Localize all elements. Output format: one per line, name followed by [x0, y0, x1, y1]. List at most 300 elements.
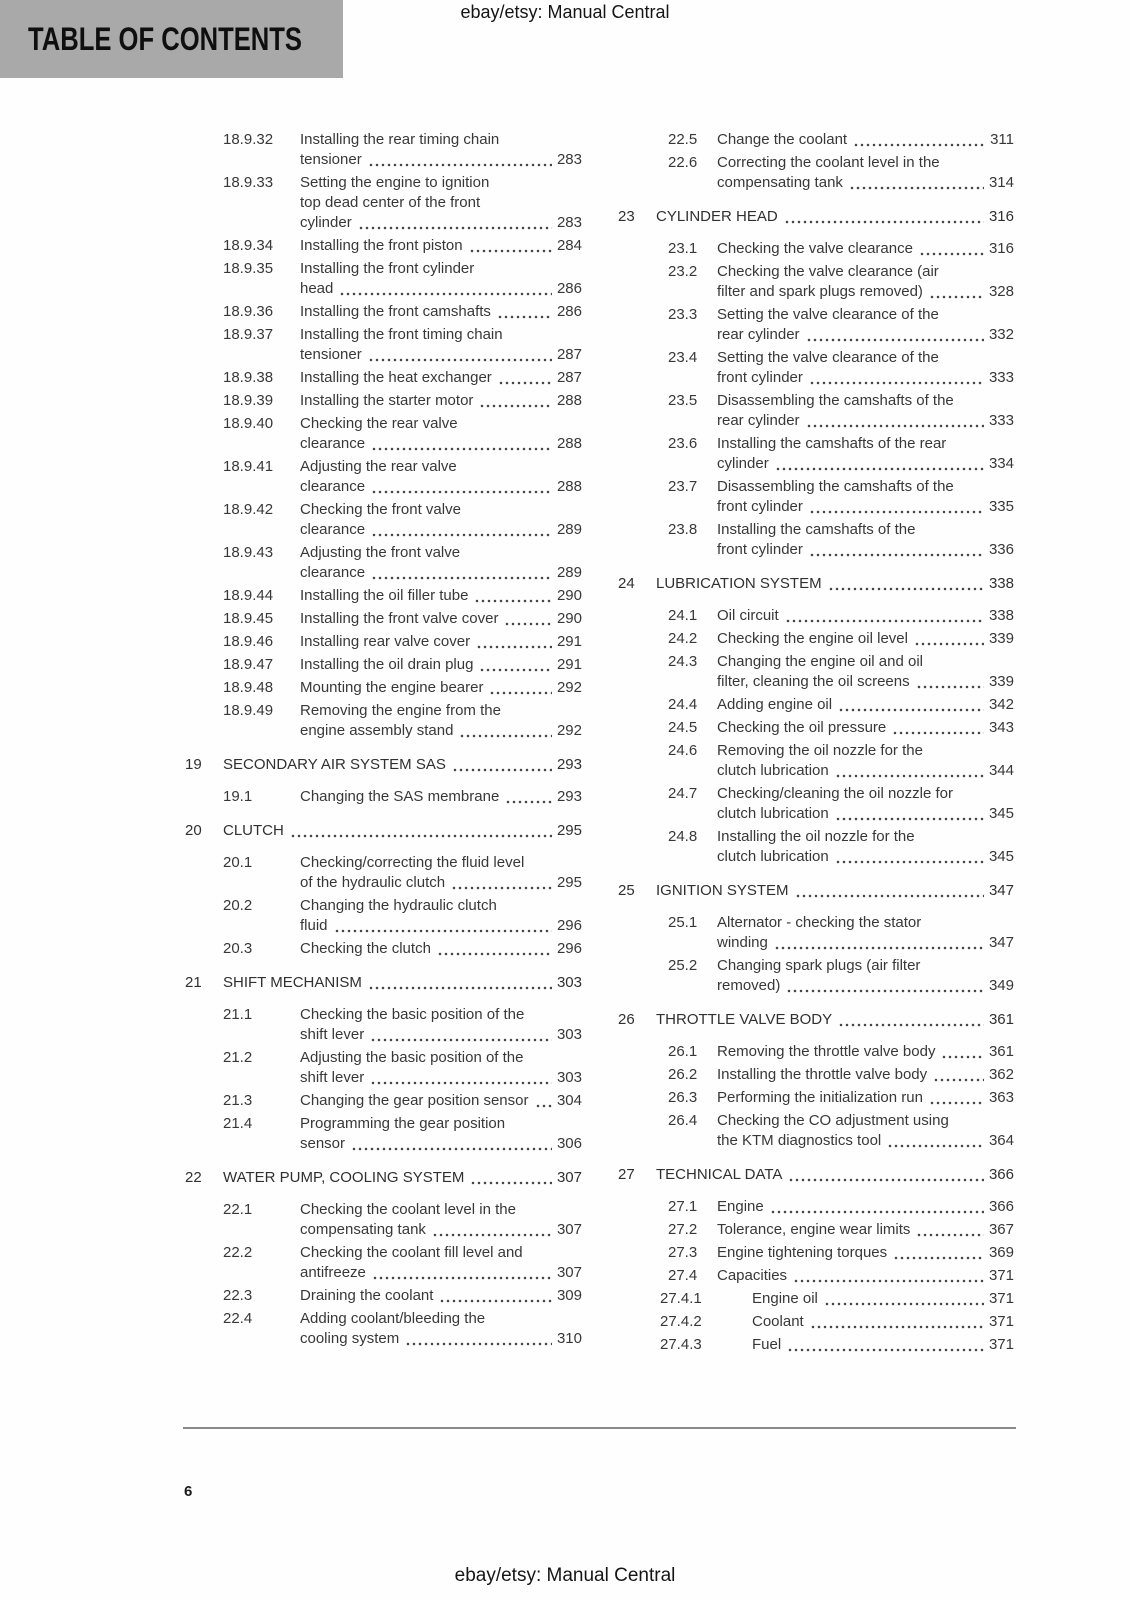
toc-entry-body [717, 305, 1014, 345]
toc-entry-number: 18.9.49 [223, 702, 274, 719]
toc-entry-body [300, 1048, 582, 1088]
dot-leader [849, 186, 984, 190]
toc-entry-last-line [300, 434, 582, 454]
toc-entry-body [717, 741, 1014, 781]
toc-entry-title-line: Checking the basic position of the [300, 1006, 525, 1023]
toc-entry-title-line: Setting the valve clearance of the [717, 306, 939, 323]
dot-leader [405, 1342, 552, 1346]
dot-leader [919, 252, 984, 256]
toc-chapter-row [185, 1168, 582, 1188]
toc-entry-row [618, 1220, 1014, 1240]
toc-entry-title-line: Checking the coolant level in the [300, 1201, 516, 1218]
toc-entry-title: Tolerance, engine wear limits [717, 1221, 911, 1238]
toc-entry-last-line [300, 1286, 582, 1306]
toc-entry-title: antifreeze [300, 1264, 366, 1281]
toc-entry-title: Change the coolant [717, 131, 848, 148]
toc-entry-last-line [717, 672, 1014, 692]
toc-entry-title: tensioner [300, 151, 362, 168]
toc-entry-body [717, 130, 1014, 150]
dot-leader [535, 1104, 552, 1108]
dot-leader [371, 447, 552, 451]
toc-entry-body [717, 1266, 1014, 1286]
toc-page-number: 367 [988, 1221, 1014, 1238]
toc-entry-row [185, 457, 582, 497]
dot-leader [339, 292, 552, 296]
toc-page-number: 291 [556, 633, 582, 650]
toc-entry-row [185, 678, 582, 698]
toc-entry-number: 23.6 [668, 435, 698, 452]
toc-entry-title-line: Checking the valve clearance (air [717, 263, 939, 280]
toc-page-number: 286 [556, 280, 582, 297]
toc-entry-title: clearance [300, 435, 366, 452]
toc-entry-last-line [300, 873, 582, 893]
dot-leader [853, 143, 985, 147]
toc-page-number: 291 [556, 656, 582, 673]
dot-leader [828, 587, 984, 591]
toc-entry-last-line [752, 1335, 1014, 1355]
toc-entry-number: 26.4 [668, 1112, 698, 1129]
toc-entry-title-line: Checking the coolant fill level and [300, 1244, 523, 1261]
toc-entry-title: front cylinder [717, 498, 803, 515]
toc-entry-title: of the hydraulic clutch [300, 874, 446, 891]
toc-page-number: 366 [988, 1166, 1014, 1183]
toc-chapter-title: CYLINDER HEAD [656, 208, 778, 225]
table-of-contents-heading-box [0, 0, 343, 78]
toc-entry-title: Checking the clutch [300, 940, 431, 957]
toc-entry-row [618, 652, 1014, 692]
toc-entry-body [717, 348, 1014, 388]
toc-entry-number: 25.1 [668, 914, 698, 931]
toc-entry-last-line [717, 629, 1014, 649]
toc-entry-title: compensating tank [300, 1221, 426, 1238]
toc-entry-title: the KTM diagnostics tool [717, 1132, 882, 1149]
toc-entry-last-line [300, 1329, 582, 1349]
toc-page-number: 316 [988, 208, 1014, 225]
toc-entry-title: Installing rear valve cover [300, 633, 471, 650]
toc-entry-title: cylinder [300, 214, 352, 231]
toc-entry-row [185, 543, 582, 583]
toc-entry-body [300, 302, 582, 322]
toc-entry-number: 27.4 [668, 1267, 698, 1284]
toc-entry-title: Removing the throttle valve body [717, 1043, 936, 1060]
toc-entry-row [618, 434, 1014, 474]
toc-page-number: 287 [556, 369, 582, 386]
toc-entry-body [717, 652, 1014, 692]
toc-entry-title-line: Installing the oil nozzle for the [717, 828, 915, 845]
footer-divider-line [183, 1427, 1016, 1429]
toc-column-left [185, 130, 582, 1352]
toc-entry-number: 24.8 [668, 828, 698, 845]
toc-entry-last-line [717, 130, 1014, 150]
dot-leader [368, 986, 552, 990]
toc-entry-number: 27.4.2 [660, 1313, 702, 1330]
toc-entry-body [717, 391, 1014, 431]
toc-entry-number: 26.1 [668, 1043, 698, 1060]
toc-entry-last-line [717, 804, 1014, 824]
dot-leader [470, 1181, 552, 1185]
toc-entry-body [717, 606, 1014, 626]
toc-entry-title-line: top dead center of the front [300, 194, 481, 211]
toc-entry-body [300, 543, 582, 583]
toc-entry-last-line [717, 239, 1014, 259]
toc-entry-number: 22.2 [223, 1244, 253, 1261]
toc-entry-last-line [300, 1263, 582, 1283]
toc-entry-number: 21.4 [223, 1115, 253, 1132]
toc-chapter-title: THROTTLE VALVE BODY [656, 1011, 833, 1028]
toc-entry-title: Coolant [752, 1313, 804, 1330]
toc-entry-number: 18.9.46 [223, 633, 274, 650]
toc-entry-body [717, 956, 1014, 996]
toc-entry-last-line [717, 847, 1014, 867]
toc-entry-number: 21.3 [223, 1092, 253, 1109]
toc-entry-row [185, 391, 582, 411]
toc-entry-title: Installing the oil drain plug [300, 656, 474, 673]
toc-page-number: 288 [556, 435, 582, 452]
page-title: TABLE OF CONTENTS [28, 20, 302, 57]
toc-entry-number: 22.3 [223, 1287, 253, 1304]
dot-leader [459, 734, 552, 738]
dot-leader [770, 1210, 984, 1214]
toc-page-number: 303 [556, 1026, 582, 1043]
dot-leader [469, 249, 552, 253]
toc-entry-body [717, 913, 1014, 953]
toc-entry-last-line [300, 916, 582, 936]
toc-page-number: 334 [988, 455, 1014, 472]
dot-leader [371, 490, 552, 494]
toc-entry-body [717, 1197, 1014, 1217]
toc-entry-number: 23.8 [668, 521, 698, 538]
toc-entry-last-line [300, 1134, 582, 1154]
toc-page-number: 289 [556, 564, 582, 581]
toc-entry-number: 18.9.44 [223, 587, 274, 604]
footer-page-number: 6 [184, 1483, 193, 1500]
toc-entry-row [618, 348, 1014, 388]
dot-leader [838, 1023, 984, 1027]
toc-entry-title: Installing the starter motor [300, 392, 474, 409]
toc-entry-last-line [717, 454, 1014, 474]
dot-leader [787, 1348, 984, 1352]
toc-page-number: 369 [988, 1244, 1014, 1261]
toc-entry-title: Installing the front valve cover [300, 610, 499, 627]
footer-brand-text: ebay/etsy: Manual Central [454, 1565, 676, 1586]
toc-entry-row [618, 305, 1014, 345]
toc-entry-body [717, 434, 1014, 474]
toc-entry-body [300, 701, 582, 741]
toc-entry-title: Draining the coolant [300, 1287, 434, 1304]
toc-entry-row [185, 1114, 582, 1154]
toc-entry-last-line [300, 391, 582, 411]
toc-entry-title-line: Setting the valve clearance of the [717, 349, 939, 366]
toc-entry-title-line: Removing the oil nozzle for the [717, 742, 923, 759]
toc-entry-row [185, 609, 582, 629]
toc-entry-number: 27.4.3 [660, 1336, 702, 1353]
toc-chapter-row [618, 1165, 1014, 1185]
toc-entry-title: Checking the engine oil level [717, 630, 908, 647]
toc-entry-last-line [717, 606, 1014, 626]
toc-entry-title: tensioner [300, 346, 362, 363]
toc-entry-row [618, 520, 1014, 560]
toc-entry-title: Fuel [752, 1336, 782, 1353]
toc-entry-number: 20.1 [223, 854, 253, 871]
toc-entry-last-line [300, 279, 582, 299]
dot-leader [916, 1233, 984, 1237]
toc-entry-last-line [717, 1266, 1014, 1286]
dot-leader [809, 553, 984, 557]
toc-entry-title: Installing the throttle valve body [717, 1066, 928, 1083]
toc-entry-body [300, 173, 582, 233]
toc-entry-body [717, 1065, 1014, 1085]
toc-chapter-number: 20 [185, 822, 202, 839]
toc-entry-body [717, 1243, 1014, 1263]
toc-entry-title: Changing the SAS membrane [300, 788, 500, 805]
toc-entry-number: 18.9.33 [223, 174, 274, 191]
toc-entry-number: 21.2 [223, 1049, 253, 1066]
toc-entry-body [300, 787, 582, 807]
toc-column-right [618, 130, 1014, 1358]
dot-leader [368, 358, 552, 362]
toc-entry-title: shift lever [300, 1069, 365, 1086]
toc-entry-title: engine assembly stand [300, 722, 454, 739]
toc-page-number: 345 [988, 805, 1014, 822]
toc-entry-title: Installing the front camshafts [300, 303, 491, 320]
toc-entry-number: 23.5 [668, 392, 698, 409]
toc-page-number: 290 [556, 587, 582, 604]
toc-entry-number: 24.6 [668, 742, 698, 759]
dot-leader [809, 510, 984, 514]
toc-entry-last-line [717, 540, 1014, 560]
toc-page-number: 338 [988, 607, 1014, 624]
toc-entry-title: clearance [300, 564, 366, 581]
toc-chapter-title: CLUTCH [223, 822, 284, 839]
toc-page-number: 283 [556, 151, 582, 168]
toc-page-number: 310 [556, 1330, 582, 1347]
toc-entry-title: filter and spark plugs removed) [717, 283, 923, 300]
toc-entry-body [300, 325, 582, 365]
toc-entry-number: 23.7 [668, 478, 698, 495]
toc-entry-number: 20.3 [223, 940, 253, 957]
toc-entry-last-line [300, 1091, 582, 1111]
dot-leader [788, 1178, 984, 1182]
toc-entry-title-line: Disassembling the camshafts of the [717, 392, 954, 409]
dot-leader [358, 226, 552, 230]
toc-entry-title: clearance [300, 478, 366, 495]
dot-leader [505, 800, 552, 804]
toc-page-number: 307 [556, 1264, 582, 1281]
toc-page-number: 293 [556, 788, 582, 805]
toc-entry-body [717, 239, 1014, 259]
toc-chapter-title: IGNITION SYSTEM [656, 882, 789, 899]
toc-entry-number: 18.9.43 [223, 544, 274, 561]
toc-entry-last-line [300, 520, 582, 540]
toc-chapter-number: 25 [618, 882, 635, 899]
toc-entry-title: rear cylinder [717, 412, 800, 429]
toc-entry-number: 26.2 [668, 1066, 698, 1083]
toc-entry-number: 18.9.40 [223, 415, 274, 432]
toc-entry-last-line [717, 325, 1014, 345]
toc-entry-number: 18.9.35 [223, 260, 274, 277]
toc-entry-row [618, 1243, 1014, 1263]
toc-entry-body [717, 784, 1014, 824]
toc-entry-title-line: Correcting the coolant level in the [717, 154, 940, 171]
toc-entry-last-line [300, 1220, 582, 1240]
toc-entry-last-line [717, 497, 1014, 517]
toc-page-number: 290 [556, 610, 582, 627]
toc-entry-row [618, 262, 1014, 302]
toc-entry-body [300, 391, 582, 411]
dot-leader [892, 731, 984, 735]
toc-entry-row [618, 477, 1014, 517]
toc-entry-number: 18.9.48 [223, 679, 274, 696]
toc-entry-row [618, 1065, 1014, 1085]
toc-entry-title-line: Changing spark plugs (air filter [717, 957, 921, 974]
toc-entry-body [300, 457, 582, 497]
toc-page-number: 363 [988, 1089, 1014, 1106]
toc-entry-title: Installing the oil filler tube [300, 587, 469, 604]
toc-page-number: 296 [556, 917, 582, 934]
dot-leader [916, 685, 984, 689]
toc-entry-body [300, 1286, 582, 1306]
toc-entry-last-line [300, 150, 582, 170]
toc-entry-title: winding [717, 934, 768, 951]
toc-entry-body [300, 609, 582, 629]
toc-entry-number: 24.3 [668, 653, 698, 670]
dot-leader [372, 1276, 552, 1280]
toc-entry-row [185, 500, 582, 540]
toc-entry-title-line: Installing the rear timing chain [300, 131, 500, 148]
dot-leader [929, 295, 984, 299]
dot-leader [793, 1279, 984, 1283]
toc-page-number: 296 [556, 940, 582, 957]
toc-entry-row [618, 606, 1014, 626]
toc-entry-title: cooling system [300, 1330, 400, 1347]
toc-entry-title: Checking the valve clearance [717, 240, 913, 257]
toc-page-number: 288 [556, 392, 582, 409]
toc-entry-row [185, 701, 582, 741]
toc-entry-title: front cylinder [717, 369, 803, 386]
dot-leader [806, 424, 984, 428]
toc-entry-last-line [717, 282, 1014, 302]
toc-entry-body [300, 414, 582, 454]
toc-entry-number: 24.2 [668, 630, 698, 647]
toc-entry-last-line [300, 368, 582, 388]
toc-entry-title: Performing the initialization run [717, 1089, 923, 1106]
toc-entry-number: 24.4 [668, 696, 698, 713]
toc-page-number: 303 [556, 1069, 582, 1086]
toc-entry-title-line: Installing the front cylinder [300, 260, 475, 277]
dot-leader [432, 1233, 552, 1237]
toc-entry-body [717, 262, 1014, 302]
toc-entry-body [752, 1312, 1014, 1332]
toc-entry-body [717, 827, 1014, 867]
toc-page-number: 304 [556, 1092, 582, 1109]
toc-entry-title-line: Adding coolant/bleeding the [300, 1310, 486, 1327]
dot-leader [451, 886, 552, 890]
toc-entry-title-line: Checking/correcting the fluid level [300, 854, 525, 871]
toc-entry-body [300, 939, 582, 959]
toc-page-number: 332 [988, 326, 1014, 343]
toc-entry-last-line [300, 213, 582, 233]
toc-entry-body [717, 520, 1014, 560]
toc-entry-title: Oil circuit [717, 607, 779, 624]
toc-entry-number: 24.1 [668, 607, 698, 624]
dot-leader [290, 834, 552, 838]
toc-entry-row [185, 787, 582, 807]
toc-entry-row [618, 1197, 1014, 1217]
toc-entry-last-line [717, 933, 1014, 953]
toc-entry-row [618, 1111, 1014, 1151]
toc-entry-number: 19.1 [223, 788, 253, 805]
toc-entry-body [717, 477, 1014, 517]
toc-page-number: 289 [556, 521, 582, 538]
toc-entry-row [185, 259, 582, 299]
toc-entry-last-line [300, 632, 582, 652]
toc-entry-number: 24.7 [668, 785, 698, 802]
dot-leader [774, 946, 984, 950]
toc-entry-number: 22.4 [223, 1310, 253, 1327]
toc-entry-title-line: Setting the engine to ignition [300, 174, 490, 191]
toc-entry-number: 27.2 [668, 1221, 698, 1238]
toc-entry-last-line [717, 1197, 1014, 1217]
toc-entry-row [618, 956, 1014, 996]
toc-entry-body [300, 259, 582, 299]
toc-entry-row [185, 1048, 582, 1088]
toc-entry-row [618, 1266, 1014, 1286]
toc-page-number: 336 [988, 541, 1014, 558]
toc-entry-last-line [300, 563, 582, 583]
toc-entry-title: Installing the heat exchanger [300, 369, 492, 386]
toc-entry-body [300, 678, 582, 698]
toc-entry-title-line: Checking the rear valve [300, 415, 458, 432]
toc-entry-row [618, 784, 1014, 824]
toc-page-number: 295 [556, 822, 582, 839]
dot-leader [437, 952, 552, 956]
toc-entry-title: Mounting the engine bearer [300, 679, 484, 696]
toc-chapter-title: SHIFT MECHANISM [223, 974, 362, 991]
toc-entry-last-line [300, 477, 582, 497]
toc-page-number: 309 [556, 1287, 582, 1304]
toc-entry-last-line [752, 1312, 1014, 1332]
toc-entry-title: Engine oil [752, 1290, 818, 1307]
toc-entry-row [618, 741, 1014, 781]
dot-leader [497, 315, 552, 319]
dot-leader [810, 1325, 984, 1329]
dot-leader [371, 533, 552, 537]
toc-entry-title-line: Changing the hydraulic clutch [300, 897, 497, 914]
toc-entry-row [185, 414, 582, 454]
dot-leader [835, 774, 984, 778]
toc-page-number: 284 [556, 237, 582, 254]
toc-chapter-title: SECONDARY AIR SYSTEM SAS [223, 756, 446, 773]
dot-leader [474, 599, 552, 603]
dot-leader [893, 1256, 984, 1260]
toc-entry-number: 26.3 [668, 1089, 698, 1106]
toc-page-number: 303 [556, 974, 582, 991]
toc-entry-row [618, 391, 1014, 431]
toc-chapter-number: 21 [185, 974, 202, 991]
toc-entry-title: clutch lubrication [717, 848, 829, 865]
toc-page-number: 328 [988, 283, 1014, 300]
toc-entry-body [717, 1220, 1014, 1240]
toc-chapter-number: 27 [618, 1166, 635, 1183]
toc-entry-row [618, 629, 1014, 649]
dot-leader [887, 1144, 984, 1148]
toc-entry-title-line: Disassembling the camshafts of the [717, 478, 954, 495]
toc-entry-number: 25.2 [668, 957, 698, 974]
toc-entry-title-line: Installing the front timing chain [300, 326, 503, 343]
dot-leader [835, 817, 984, 821]
toc-entry-body [300, 1200, 582, 1240]
toc-page-number: 307 [556, 1169, 582, 1186]
